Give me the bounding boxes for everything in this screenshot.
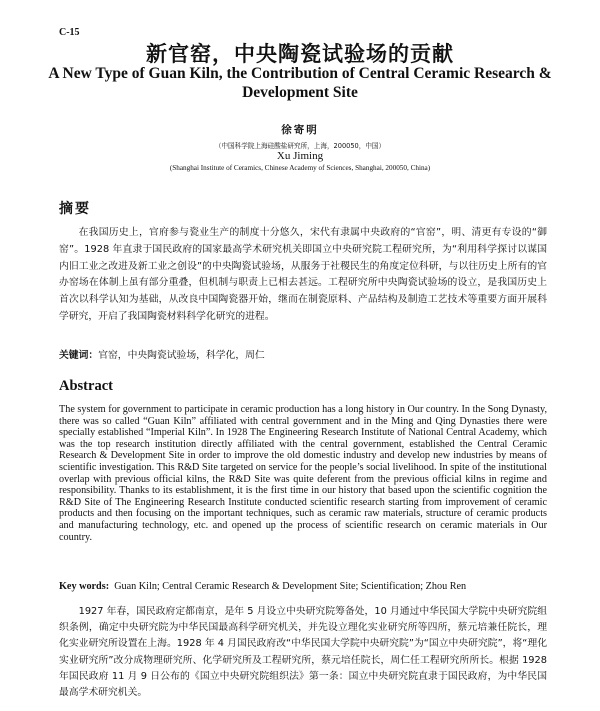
keywords-chinese bbox=[59, 347, 547, 361]
author-chinese: 徐寄明 bbox=[281, 124, 319, 136]
affiliation-chinese: （中国科学院上海硅酸盐研究所，上海，200050，中国） bbox=[214, 142, 386, 150]
abstract-text-chinese: 在我国历史上，官府参与瓷业生产的制度十分悠久，宋代有隶属中央政府的“官窑”，明、清更有专设的“御窑”。1928 年直隶于国民政府的国家最高学术研究机关即国立中央研究院工程研究所，为“利用科学探讨以谋国内旧工业之改进及新工业之创设”的中央陶瓷试验场，从服务于社稷民生的角度定位科研，与以往历史上所有的官办窑场在体制上虽有部分重叠，但机制与职责上已相去甚远。工程研究所中央陶瓷试验场的设立，是我国历史上首次以科学认知为基础，从改良中国陶瓷器开始，继而在制瓷原料、产品结构及制造工艺技术等重要方面开展科学研究，开启了我国陶瓷材料科学化研究的进程。 bbox=[59, 227, 547, 322]
keywords-label-english: Key words: bbox=[59, 581, 110, 592]
title-chinese: 新官窑，中央陶瓷试验场的贡献 bbox=[146, 42, 454, 66]
keywords-value-english: Guan Kiln; Central Ceramic Research & Development Site; Scientification; Zhou Ren bbox=[114, 581, 467, 592]
author-english: Xu Jiming bbox=[276, 150, 324, 162]
abstract-heading-chinese: 摘要 bbox=[59, 201, 91, 217]
keywords-english bbox=[59, 581, 547, 593]
keywords-value-chinese: 官窑，中央陶瓷试验场，科学化，周仁 bbox=[98, 350, 265, 361]
abstract-heading-english: Abstract bbox=[59, 378, 113, 394]
title-english: A New Type of Guan Kiln, the Contribution of Central Ceramic Research & Development Site bbox=[48, 65, 552, 101]
body-paragraph-chinese: 1927 年春，国民政府定都南京，是年 5 月设立中央研究院筹备处，10 月通过中华民国大学院中央研究院组织条例，确定中央研究院为中华民国最高科学研究机关，并先设立理化实业研究所等四所，蔡元培兼任院长，理化实业研究所设置在上海。1928 年 4 月国民政府改“中华民国大学院中央研究院”为“国立中央研究院”，将“理化实业研究所”改分成物理研究所、化学研究所及工程研究所，蔡元培任院长，周仁任工程研究所所长。根据 1928 年国民政府 11 月 9 日公布的《国立中央研究院组织法》第一条：国立中央研究院直隶于国民政府，为中华民国最高学术研究机关。 bbox=[59, 606, 547, 699]
affiliation-english: (Shanghai Institute of Ceramics, Chinese Academy of Sciences, Shanghai, 200050, China) bbox=[169, 164, 431, 172]
abstract-text-english: The system for government to participate in ceramic production has a long history in Our country. In the Song Dynasty, there was so called “Guan Kiln” affiliated with central government and in the Ming and Qing Dynasties there were specially established “Imperial Kiln”. In 1928 The Engineering Research Institute of National Central Academy, which was the top research institution directly affiliated with the central government, established the Central Ceramic Research & Development Site in order to improve the old domestic industry and develop new industries by means of scientific investigation. This R&D Site targeted on service for the people’s social livelihood. In spite of the institutional overlap with previous official kilns, the R&D Site was quite deferent from the previous official kilns in regime and responsibility. Thanks to its establishment, it is the first time in our history that based upon the scientific cognition the R&D Site of The Engineering Research Institute conducted scientific research starting from improvement of ceramic products and then focusing on the important techniques, such as ceramic raw materials, structure of ceramic products and manufacturing technology, etc. and opened up the process of scientific research on ceramic materials in Our country. bbox=[59, 404, 547, 543]
keywords-label-chinese: 关键词： bbox=[59, 350, 99, 361]
page-code: C-15 bbox=[59, 27, 80, 38]
